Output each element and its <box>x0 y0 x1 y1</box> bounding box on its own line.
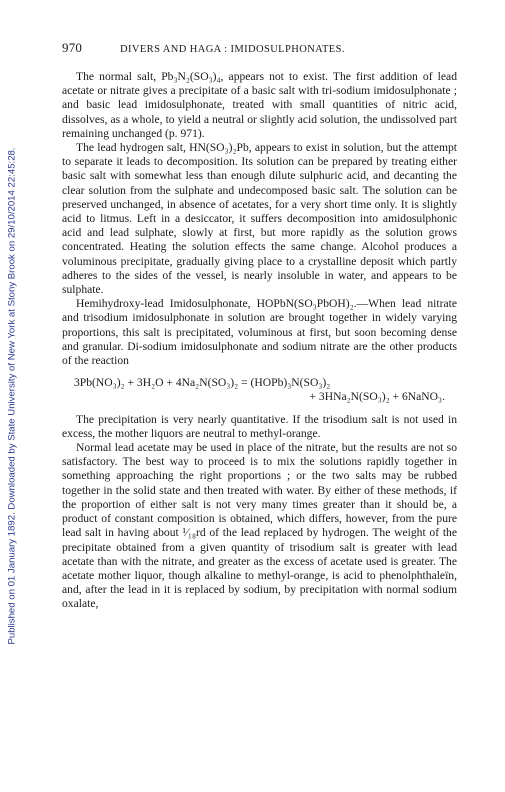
running-title: DIVERS AND HAGA : IMIDOSULPHONATES. <box>120 44 345 55</box>
page-body <box>62 40 457 612</box>
paragraph-normal-salt: The normal salt, Pb₃N₂(SO₃)₄, appears not to exist. The first addition of lead acetate or nitrate gives a precipitate of a basic salt with tri-sodium imidosulphonate ; and basic lead imidosulphonate, treated with small quantities of nitric acid, dissolves, as a whole, to yield a neutral or slightly acid solution, the undissolved part remaining unchanged (p. 971). <box>62 70 457 140</box>
running-header <box>62 40 457 56</box>
paragraph-hemihydroxy-lead: Hemihydroxy-lead Imidosulphonate, HOPbN(SO₃PbOH)₂.—When lead nitrate and trisodium imidosulphonate in solution are brought together in widely varying proportions, this salt is precipitated, voluminous at first, but soon becoming dense and granular. Di-sodium imidosulphonate and sodium nitrate are the other products of the reaction <box>62 297 457 368</box>
paragraph-precipitation: The precipitation is very nearly quantitative. If the trisodium salt is not used in excess, the mother liquors are neutral to methyl-orange. <box>62 412 457 440</box>
watermark-text: Published on 01 January 1892. Downloaded by State University of New York at Stony Brook on 29/10/2014 22:45:28. <box>6 147 18 645</box>
equation-line-2: + 3HNa₂N(SO₃)₂ + 6NaNO₃. <box>309 390 445 404</box>
page-number: 970 <box>62 40 83 55</box>
reaction-equation <box>62 376 457 404</box>
paragraph-lead-hydrogen-salt: The lead hydrogen salt, HN(SO₃)₂Pb, appears to exist in solution, but the attempt to separate it leads to decomposition. Its solution can be prepared by treating either basic salt with somewhat less than enough dilute sulphuric acid, and decanting the clear solution from the sulphate and undecomposed basic salt. The solution can be preserved unchanged, in absence of acetates, for a very short time only. It is slightly acid to litmus. Left in a desiccator, it suffers decomposition into amidosulphonic acid and lead sulphate, slowly at first, but more rapidly as the solution grows concentrated. Heating the solution effects the same change. Alcohol produces a voluminous precipitate, gradually giving place to a crystalline deposit which partly adheres to the sides of the vessel, is nearly insoluble in water, and appears to be sulphate. <box>62 141 457 297</box>
download-watermark <box>0 0 24 792</box>
paragraph-lead-acetate: Normal lead acetate may be used in place of the nitrate, but the results are not so satisfactory. The best way to proceed is to mix the solutions rapidly together in something approaching the right proportions ; or the two salts may be rubbed together in the solid state and then treated with water. By either of these methods, if the proportion of either salt is not very many times greater than it should be, a product of constant composition is obtained, which differs, however, from the pure lead salt in having about ¹⁄₁₈rd of the lead replaced by hydrogen. The weight of the precipitate obtained from a given quantity of trisodium salt is greater with lead acetate than with the nitrate, and greater as the excess of acetate used is greater. The acetate mother liquor, though alkaline to methyl-orange, is acid to phenolphthaleïn, and, after the lead in it is replaced by sodium, by precipitation with normal sodium oxalate, <box>62 441 457 611</box>
equation-line-1: 3Pb(NO₃)₂ + 3H₂O + 4Na₂N(SO₃)₂ = (HOPb)₃N(SO₃)₂ <box>74 376 331 390</box>
